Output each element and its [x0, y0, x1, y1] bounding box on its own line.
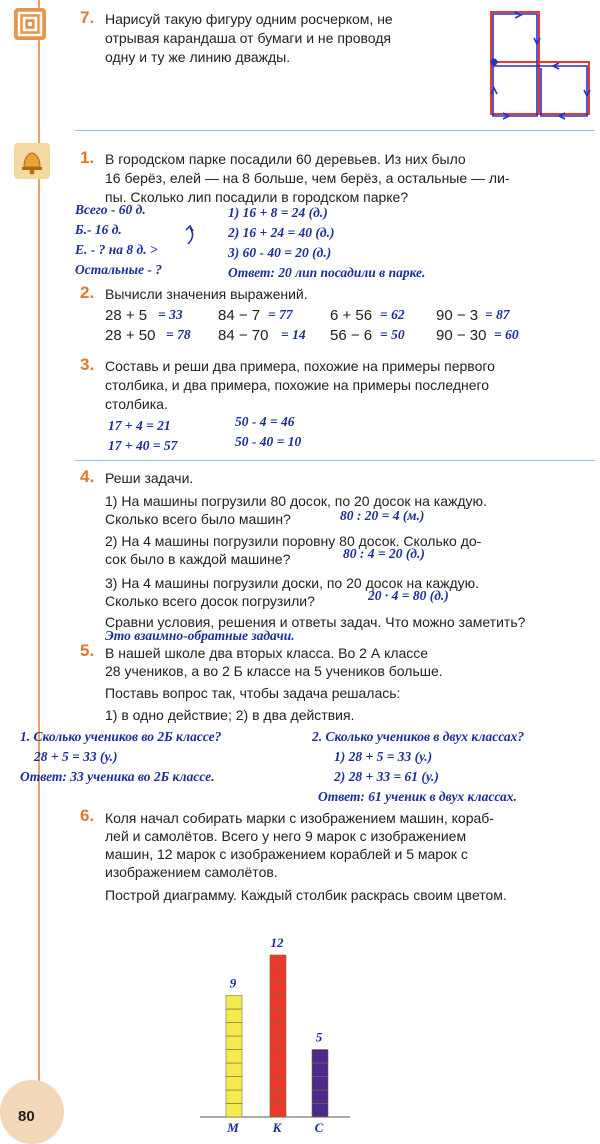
expression-answer: = 14: [281, 327, 306, 342]
task-number: 3.: [80, 355, 95, 374]
solution-line: 2) 16 + 24 = 40 (д.): [228, 225, 335, 240]
bar-cell: [226, 1077, 242, 1091]
task-number: 7.: [80, 8, 95, 27]
expression: 6 + 56: [330, 307, 373, 324]
expression-answer: = 87: [485, 307, 510, 322]
task-text-line: В нашей школе два вторых класса. Во 2 А классе: [105, 645, 429, 661]
bar-cell: [226, 1104, 242, 1118]
solution-line: 2) 28 + 33 = 61 (у.): [334, 769, 439, 784]
task-text-line: пы. Сколько лип посадили в городском парке?: [105, 189, 409, 205]
curved-arrow-icon: [176, 222, 200, 248]
bar-cell: [270, 1050, 286, 1064]
divider: [75, 460, 595, 461]
expression: 28 + 50: [105, 327, 156, 344]
bar-cell: [312, 1063, 328, 1077]
handwritten-note: Всего - 60 д.: [75, 202, 146, 217]
bar-cell: [270, 1023, 286, 1037]
handwritten-note: Это взаимно-обратные задачи.: [105, 628, 295, 643]
task-text-line: столбика, и два примера, похожие на примеры последнего: [105, 377, 490, 393]
bar-cell: [270, 1036, 286, 1050]
solution-line: 1) 16 + 8 = 24 (д.): [228, 205, 328, 220]
bar-cell: [226, 1023, 242, 1037]
bar-cell: [270, 1090, 286, 1104]
expression: 84 − 7: [218, 307, 261, 324]
bar-value-label: 12: [270, 935, 284, 950]
bar-cell: [226, 1009, 242, 1023]
chart-bar-К: [270, 955, 286, 1117]
task-number: 5.: [80, 641, 95, 660]
task-text-line: машин, 12 марок с изображением кораблей и 5 марок с: [105, 846, 468, 862]
answer-line: Ответ: 61 ученик в двух классах.: [318, 789, 517, 804]
chart-bar-С: [312, 1050, 328, 1118]
bar-cell: [270, 996, 286, 1010]
bar-cell: [312, 1090, 328, 1104]
expression-answer: = 77: [268, 307, 293, 322]
bar-cell: [226, 1050, 242, 1064]
solution-line: 1) 28 + 5 = 33 (у.): [334, 749, 433, 764]
task-text-line: Сколько всего было машин?: [105, 511, 291, 527]
bar-cell: [312, 1077, 328, 1091]
task-text-line: 16 берёз, елей — на 8 больше, чем берёз, а остальные — ли-: [105, 170, 510, 186]
task-text-line: 28 учеников, а во 2 Б классе на 5 учеников больше.: [105, 663, 443, 679]
expression-answer: = 62: [380, 307, 405, 322]
divider: [75, 130, 595, 131]
handwritten-note: Остальные - ?: [75, 262, 162, 277]
bar-cell: [270, 1104, 286, 1118]
handwritten-example: 50 - 40 = 10: [235, 434, 302, 449]
task-text-line: Нарисуй такую фигуру одним росчерком, не: [105, 11, 393, 27]
puzzle-figure: [485, 8, 595, 123]
task-text-line: Сколько всего досок погрузили?: [105, 593, 315, 609]
maze-icon: [14, 8, 46, 40]
task-text-line: сок было в каждой машине?: [105, 551, 291, 567]
task-number: 4.: [80, 467, 95, 486]
bell-icon: [14, 143, 50, 179]
task-text-line: Сравни условия, решения и ответы задач. Что можно заметить?: [105, 614, 526, 630]
expression-answer: = 50: [380, 327, 405, 342]
task-text-line: одну и ту же линию дважды.: [105, 49, 291, 65]
task-text-line: изображением самолётов.: [105, 864, 278, 880]
bar-cell: [270, 1063, 286, 1077]
expression: 84 − 70: [218, 327, 269, 344]
bar-cell: [270, 969, 286, 983]
task-text-line: Составь и реши два примера, похожие на примеры первого: [105, 358, 495, 374]
task-number: 2.: [80, 283, 95, 302]
task-instruction: Построй диаграмму. Каждый столбик раскрась своим цветом.: [105, 887, 507, 903]
task-text-line: В городском парке посадили 60 деревьев. Из них было: [105, 151, 466, 167]
task-text-line: 2) На 4 машины погрузили поровну 80 досок. Сколько до-: [105, 533, 482, 549]
task-text-line: столбика.: [105, 396, 168, 412]
bar-value-label: 5: [315, 1029, 323, 1045]
solution-line: 3) 60 - 40 = 20 (д.): [228, 245, 332, 260]
task-number: 1.: [80, 148, 95, 167]
expression-answer: = 60: [494, 327, 519, 342]
task-number: 6.: [80, 806, 95, 825]
chart-bar-М: [226, 996, 242, 1118]
bar-cell: [226, 996, 242, 1010]
task-text-line: Поставь вопрос так, чтобы задача решалась:: [105, 685, 401, 701]
solution-line: 80 : 4 = 20 (д.): [343, 546, 425, 561]
bar-cell: [270, 1009, 286, 1023]
bar-category-label: С: [314, 1120, 324, 1135]
bar-value-label: 9: [229, 975, 237, 991]
bar-category-label: М: [227, 1120, 239, 1135]
expression-answer: = 33: [158, 307, 183, 322]
bar-cell: [312, 1104, 328, 1118]
stamp-bar-chart: [180, 895, 360, 1135]
solution-line: 20 · 4 = 80 (д.): [368, 588, 449, 603]
expression: 28 + 5: [105, 307, 148, 324]
handwritten-example: 17 + 40 = 57: [108, 438, 178, 453]
handwritten-note: Б.- 16 д.: [75, 222, 122, 237]
page-number: 80: [18, 1108, 35, 1125]
answer-line: Ответ: 33 ученика во 2Б классе.: [20, 769, 215, 784]
task-text-line: 3) На 4 машины погрузили доски, по 20 досок на каждую.: [105, 575, 480, 591]
bar-cell: [270, 1077, 286, 1091]
task-text-line: отрывая карандаша от бумаги и не проводя: [105, 30, 392, 46]
handwritten-note: Е. - ? на 8 д. >: [75, 242, 158, 257]
bar-cell: [270, 955, 286, 969]
task-title: Реши задачи.: [105, 470, 194, 486]
bar-cell: [312, 1050, 328, 1064]
solution-line: 28 + 5 = 33 (у.): [34, 749, 118, 764]
handwritten-example: 50 - 4 = 46: [235, 414, 295, 429]
bar-cell: [270, 982, 286, 996]
solution-line: 80 : 20 = 4 (м.): [340, 508, 425, 523]
task-title: Вычисли значения выражений.: [105, 286, 308, 302]
task-text-line: лей и самолётов. Всего у него 9 марок с изображением: [105, 828, 467, 844]
bar-cell: [226, 1090, 242, 1104]
bar-category-label: К: [272, 1120, 282, 1135]
handwritten-example: 17 + 4 = 21: [108, 418, 171, 433]
expression: 90 − 3: [436, 307, 479, 324]
expression-answer: = 78: [166, 327, 191, 342]
expression: 90 − 30: [436, 327, 487, 344]
handwritten-question: 1. Сколько учеников во 2Б классе?: [20, 729, 222, 744]
answer-line: Ответ: 20 лип посадили в парке.: [228, 265, 426, 280]
handwritten-question: 2. Сколько учеников в двух классах?: [312, 729, 525, 744]
bar-cell: [226, 1063, 242, 1077]
task-text-line: Коля начал собирать марки с изображением машин, кораб-: [105, 810, 494, 826]
task-text-line: 1) На машины погрузили 80 досок, по 20 досок на каждую.: [105, 493, 487, 509]
expression: 56 − 6: [330, 327, 373, 344]
bar-cell: [226, 1036, 242, 1050]
task-text-line: 1) в одно действие; 2) в два действия.: [105, 707, 355, 723]
